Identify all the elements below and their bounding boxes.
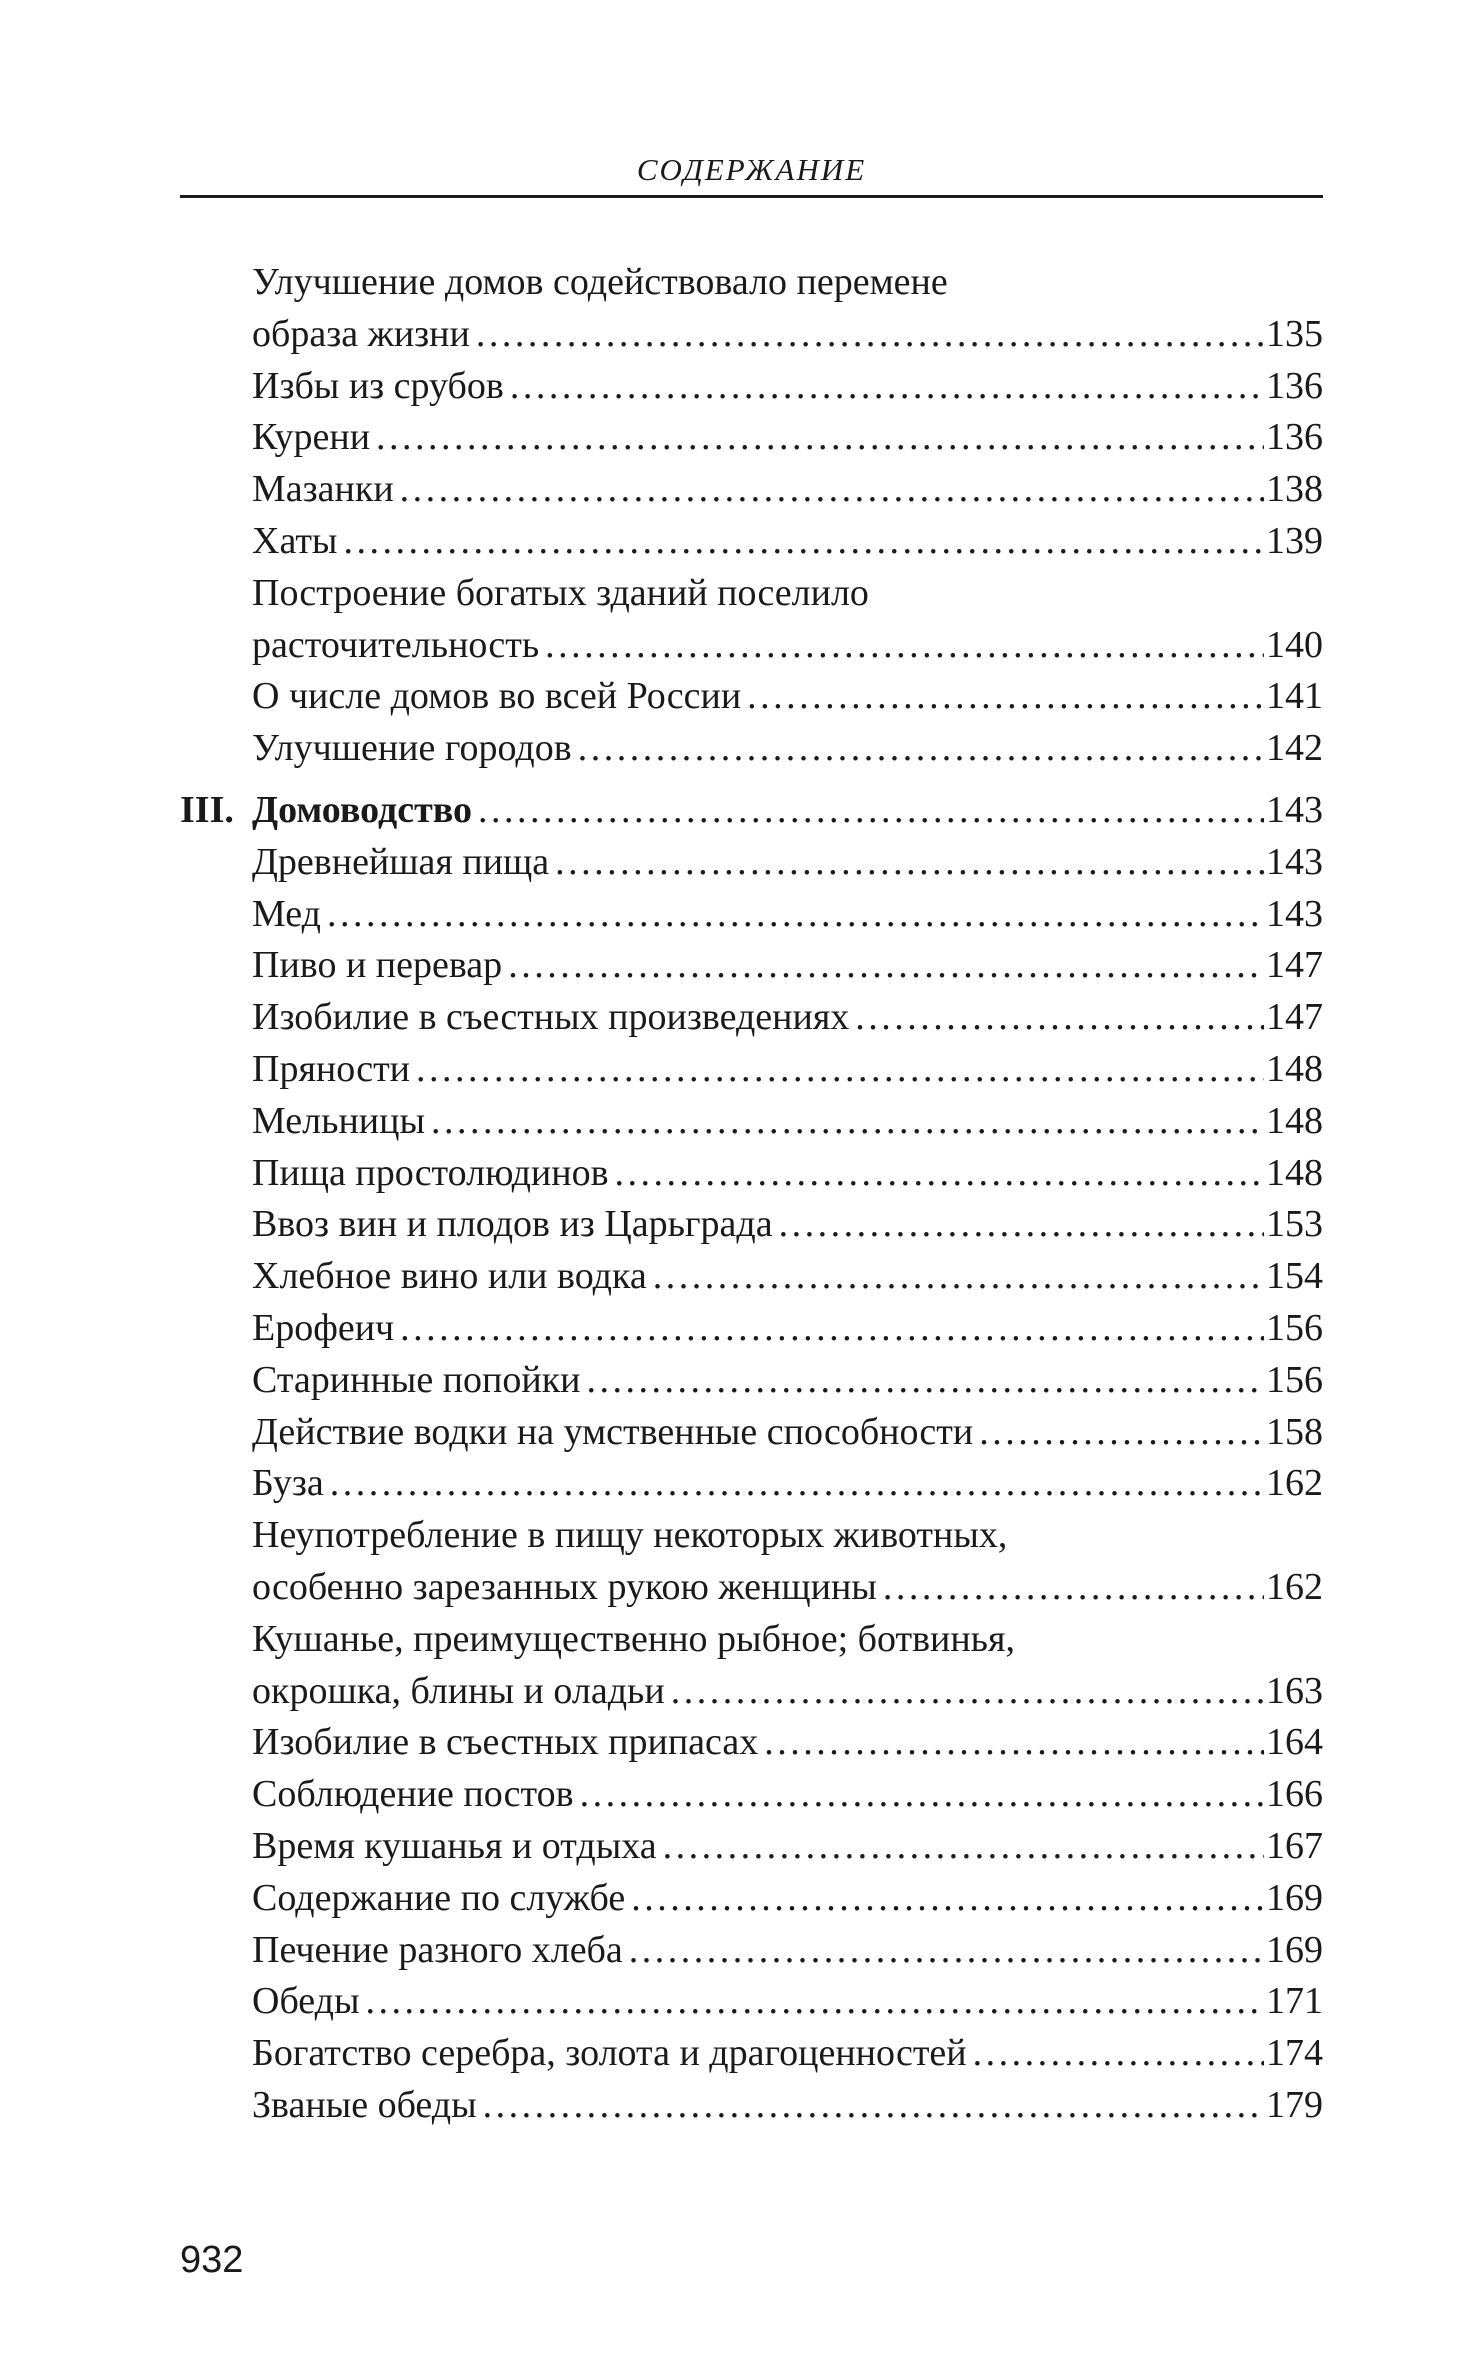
toc-entry-title: Ерофеич bbox=[252, 1306, 395, 1349]
toc-entry-title-first-line: Построение богатых зданий поселило bbox=[252, 571, 869, 614]
toc-entry-title: Ввоз вин и плодов из Царьграда bbox=[252, 1203, 773, 1246]
toc-entry-line bbox=[180, 992, 1323, 1044]
toc-entry-page-number: 153 bbox=[1266, 1203, 1323, 1246]
toc-entry-line bbox=[180, 1821, 1323, 1873]
toc-entry-line bbox=[180, 1044, 1323, 1096]
toc-entry-title: Хлебное вино или водка bbox=[252, 1255, 647, 1298]
dot-leader bbox=[400, 1303, 1264, 1355]
page-number: 932 bbox=[180, 2239, 244, 2281]
table-of-contents bbox=[180, 257, 1323, 2132]
dot-leader bbox=[979, 1407, 1264, 1459]
dot-leader bbox=[343, 516, 1264, 568]
toc-entry[interactable] bbox=[180, 1303, 1323, 1355]
toc-entry[interactable] bbox=[180, 723, 1323, 775]
toc-entry[interactable] bbox=[180, 1925, 1323, 1977]
toc-entry[interactable] bbox=[180, 1458, 1323, 1510]
toc-entry-title: Действие водки на умственные способности bbox=[252, 1410, 974, 1453]
toc-entry[interactable] bbox=[180, 1717, 1323, 1769]
toc-entry-line bbox=[180, 2028, 1323, 2080]
toc-entry[interactable] bbox=[180, 1407, 1323, 1459]
toc-entry-page-number: 142 bbox=[1266, 727, 1323, 770]
toc-entry[interactable] bbox=[180, 1769, 1323, 1821]
dot-leader bbox=[653, 1251, 1264, 1303]
toc-entry-page-number: 148 bbox=[1266, 1099, 1323, 1142]
toc-entry-page-number: 174 bbox=[1266, 2032, 1323, 2075]
toc-entry-page-number: 147 bbox=[1266, 944, 1323, 987]
toc-entry-page-number: 135 bbox=[1266, 312, 1323, 355]
toc-entry[interactable] bbox=[180, 1976, 1323, 2028]
toc-entry-line bbox=[180, 1096, 1323, 1148]
toc-entry-title: Обеды bbox=[252, 1980, 360, 2023]
running-head: СОДЕРЖАНИЕ bbox=[636, 152, 867, 187]
toc-entry[interactable] bbox=[180, 1614, 1323, 1718]
toc-entry-title: Званые обеды bbox=[252, 2083, 477, 2126]
toc-entry-page-number: 158 bbox=[1266, 1410, 1323, 1453]
toc-entry[interactable] bbox=[180, 568, 1323, 672]
toc-entry[interactable] bbox=[180, 516, 1323, 568]
dot-leader bbox=[476, 309, 1264, 361]
toc-entry-title: Курени bbox=[252, 416, 371, 459]
toc-entry-line bbox=[180, 1407, 1323, 1459]
toc-entry-title: Мельницы bbox=[252, 1099, 425, 1142]
dot-leader bbox=[779, 1199, 1264, 1251]
toc-entry-page-number: 169 bbox=[1266, 1928, 1323, 1971]
dot-leader bbox=[629, 1925, 1264, 1977]
toc-entry-title: Содержание по службе bbox=[252, 1876, 626, 1919]
toc-entry-title: расточительность bbox=[252, 623, 540, 666]
toc-entry-title: Улучшение городов bbox=[252, 727, 572, 770]
toc-entry-title: Пиво и перевар bbox=[252, 944, 503, 987]
toc-entry-page-number: 138 bbox=[1266, 468, 1323, 511]
toc-entry[interactable] bbox=[180, 412, 1323, 464]
toc-entry-page-number: 140 bbox=[1266, 623, 1323, 666]
dot-leader bbox=[330, 1458, 1264, 1510]
dot-leader bbox=[587, 1355, 1265, 1407]
toc-entry-title: особенно зарезанных рукою женщины bbox=[252, 1565, 877, 1608]
toc-entry-page-number: 143 bbox=[1266, 840, 1323, 883]
toc-entry[interactable] bbox=[180, 464, 1323, 516]
toc-section-entry[interactable] bbox=[180, 785, 1323, 837]
toc-entry-title: Время кушанья и отдыха bbox=[252, 1824, 657, 1867]
toc-entry-page-number: 156 bbox=[1266, 1358, 1323, 1401]
dot-leader bbox=[671, 1666, 1264, 1718]
toc-entry-line bbox=[180, 785, 1323, 837]
toc-entry-line bbox=[180, 412, 1323, 464]
toc-entry-title-first-line: Кушанье, преимущественно рыбное; ботвинья, bbox=[252, 1617, 1015, 1660]
toc-entry-line bbox=[180, 620, 1323, 672]
dot-leader bbox=[631, 1873, 1264, 1925]
toc-entry-page-number: 169 bbox=[1266, 1876, 1323, 1919]
toc-entry-line bbox=[180, 1925, 1323, 1977]
toc-entry[interactable] bbox=[180, 1355, 1323, 1407]
dot-leader bbox=[663, 1821, 1264, 1873]
toc-entry-line bbox=[180, 1303, 1323, 1355]
toc-entry-line bbox=[180, 1458, 1323, 1510]
toc-entry[interactable] bbox=[180, 1510, 1323, 1614]
toc-entry-page-number: 162 bbox=[1266, 1462, 1323, 1505]
toc-entry-page-number: 136 bbox=[1266, 416, 1323, 459]
toc-entry-title: Пища простолюдинов bbox=[252, 1151, 609, 1194]
dot-leader bbox=[555, 837, 1264, 889]
dot-leader bbox=[883, 1562, 1264, 1614]
toc-entry[interactable] bbox=[180, 992, 1323, 1044]
toc-entry-title: Пряности bbox=[252, 1047, 411, 1090]
toc-entry-page-number: 148 bbox=[1266, 1047, 1323, 1090]
toc-entry-line bbox=[180, 1666, 1323, 1718]
toc-entry-line bbox=[180, 1199, 1323, 1251]
toc-entry-page-number: 171 bbox=[1266, 1980, 1323, 2023]
dot-leader bbox=[545, 620, 1264, 672]
toc-entry-page-number: 163 bbox=[1266, 1669, 1323, 1712]
toc-entry-line bbox=[180, 1355, 1323, 1407]
toc-entry-line bbox=[180, 516, 1323, 568]
toc-entry-line bbox=[180, 723, 1323, 775]
toc-entry-line bbox=[180, 1251, 1323, 1303]
toc-entry-title: Печение разного хлеба bbox=[252, 1928, 623, 1971]
toc-entry[interactable] bbox=[180, 1199, 1323, 1251]
toc-entry-page-number: 162 bbox=[1266, 1565, 1323, 1608]
toc-entry[interactable] bbox=[180, 1251, 1323, 1303]
toc-entry[interactable] bbox=[180, 837, 1323, 889]
toc-entry-title: образа жизни bbox=[252, 312, 470, 355]
toc-entry[interactable] bbox=[180, 1096, 1323, 1148]
dot-leader bbox=[327, 889, 1264, 941]
toc-entry-title: О числе домов во всей России bbox=[252, 675, 742, 718]
toc-entry-line bbox=[180, 837, 1323, 889]
toc-entry-line bbox=[180, 1976, 1323, 2028]
dot-leader bbox=[366, 1976, 1264, 2028]
header-rule bbox=[180, 195, 1323, 198]
toc-entry-title: Изобилие в съестных припасах bbox=[252, 1721, 759, 1764]
toc-entry-title: Буза bbox=[252, 1462, 324, 1505]
toc-entry-title-first-line: Неупотребление в пищу некоторых животных, bbox=[252, 1514, 1008, 1557]
toc-entry-title: Соблюдение постов bbox=[252, 1773, 574, 1816]
toc-entry-line bbox=[180, 940, 1323, 992]
toc-entry-page-number: 154 bbox=[1266, 1255, 1323, 1298]
toc-entry-page-number: 143 bbox=[1266, 788, 1323, 831]
toc-entry-page-number: 141 bbox=[1266, 675, 1323, 718]
dot-leader bbox=[478, 785, 1264, 837]
toc-entry-line bbox=[180, 1562, 1323, 1614]
toc-entry-line bbox=[180, 309, 1323, 361]
toc-entry-line bbox=[180, 361, 1323, 413]
toc-entry-title: Старинные попойки bbox=[252, 1358, 581, 1401]
toc-entry-line bbox=[180, 1148, 1323, 1200]
toc-entry-page-number: 156 bbox=[1266, 1306, 1323, 1349]
dot-leader bbox=[855, 992, 1264, 1044]
toc-entry-page-number: 148 bbox=[1266, 1151, 1323, 1194]
toc-entry[interactable] bbox=[180, 2028, 1323, 2080]
toc-entry[interactable] bbox=[180, 1821, 1323, 1873]
toc-entry-line bbox=[180, 1873, 1323, 1925]
toc-entry-line bbox=[180, 464, 1323, 516]
toc-entry-page-number: 164 bbox=[1266, 1721, 1323, 1764]
section-numeral: III. bbox=[180, 788, 234, 831]
toc-entry[interactable] bbox=[180, 1148, 1323, 1200]
toc-entry-title: Изобилие в съестных произведениях bbox=[252, 996, 850, 1039]
toc-entry-title: Богатство серебра, золота и драгоценностей bbox=[252, 2032, 967, 2075]
toc-entry[interactable] bbox=[180, 2080, 1323, 2132]
toc-entry-title: Избы из срубов bbox=[252, 364, 504, 407]
toc-entry-title: Домоводство bbox=[252, 788, 473, 831]
toc-entry-title: окрошка, блины и оладьи bbox=[252, 1669, 665, 1712]
dot-leader bbox=[747, 671, 1264, 723]
toc-entry-title-first-line: Улучшение домов содействовало перемене bbox=[252, 261, 948, 303]
toc-entry-line bbox=[180, 2080, 1323, 2132]
toc-entry-title: Мед bbox=[252, 892, 321, 935]
dot-leader bbox=[508, 940, 1264, 992]
dot-leader bbox=[400, 464, 1264, 516]
dot-leader bbox=[578, 723, 1264, 775]
dot-leader bbox=[483, 2080, 1264, 2132]
toc-entry[interactable] bbox=[180, 940, 1323, 992]
toc-entry-page-number: 139 bbox=[1266, 519, 1323, 562]
toc-entry-page-number: 136 bbox=[1266, 364, 1323, 407]
toc-entry-line bbox=[180, 889, 1323, 941]
dot-leader bbox=[580, 1769, 1264, 1821]
toc-entry[interactable] bbox=[180, 257, 1323, 361]
dot-leader bbox=[510, 361, 1264, 413]
toc-entry[interactable] bbox=[180, 889, 1323, 941]
toc-entry-title: Хаты bbox=[252, 519, 338, 562]
toc-entry-line bbox=[180, 671, 1323, 723]
toc-entry-page-number: 167 bbox=[1266, 1824, 1323, 1867]
dot-leader bbox=[764, 1717, 1264, 1769]
dot-leader bbox=[431, 1096, 1264, 1148]
toc-entry-title: Древнейшая пища bbox=[252, 840, 550, 883]
toc-entry[interactable] bbox=[180, 671, 1323, 723]
dot-leader bbox=[376, 412, 1264, 464]
toc-entry-page-number: 143 bbox=[1266, 892, 1323, 935]
dot-leader bbox=[615, 1148, 1264, 1200]
toc-entry-line bbox=[180, 1769, 1323, 1821]
toc-entry-page-number: 179 bbox=[1266, 2083, 1323, 2126]
toc-entry[interactable] bbox=[180, 1044, 1323, 1096]
toc-entry-page-number: 166 bbox=[1266, 1773, 1323, 1816]
toc-entry[interactable] bbox=[180, 361, 1323, 413]
toc-entry-title: Мазанки bbox=[252, 468, 394, 511]
toc-entry[interactable] bbox=[180, 1873, 1323, 1925]
toc-entry-page-number: 147 bbox=[1266, 996, 1323, 1039]
toc-entry-line bbox=[180, 1717, 1323, 1769]
dot-leader bbox=[416, 1044, 1264, 1096]
dot-leader bbox=[973, 2028, 1264, 2080]
